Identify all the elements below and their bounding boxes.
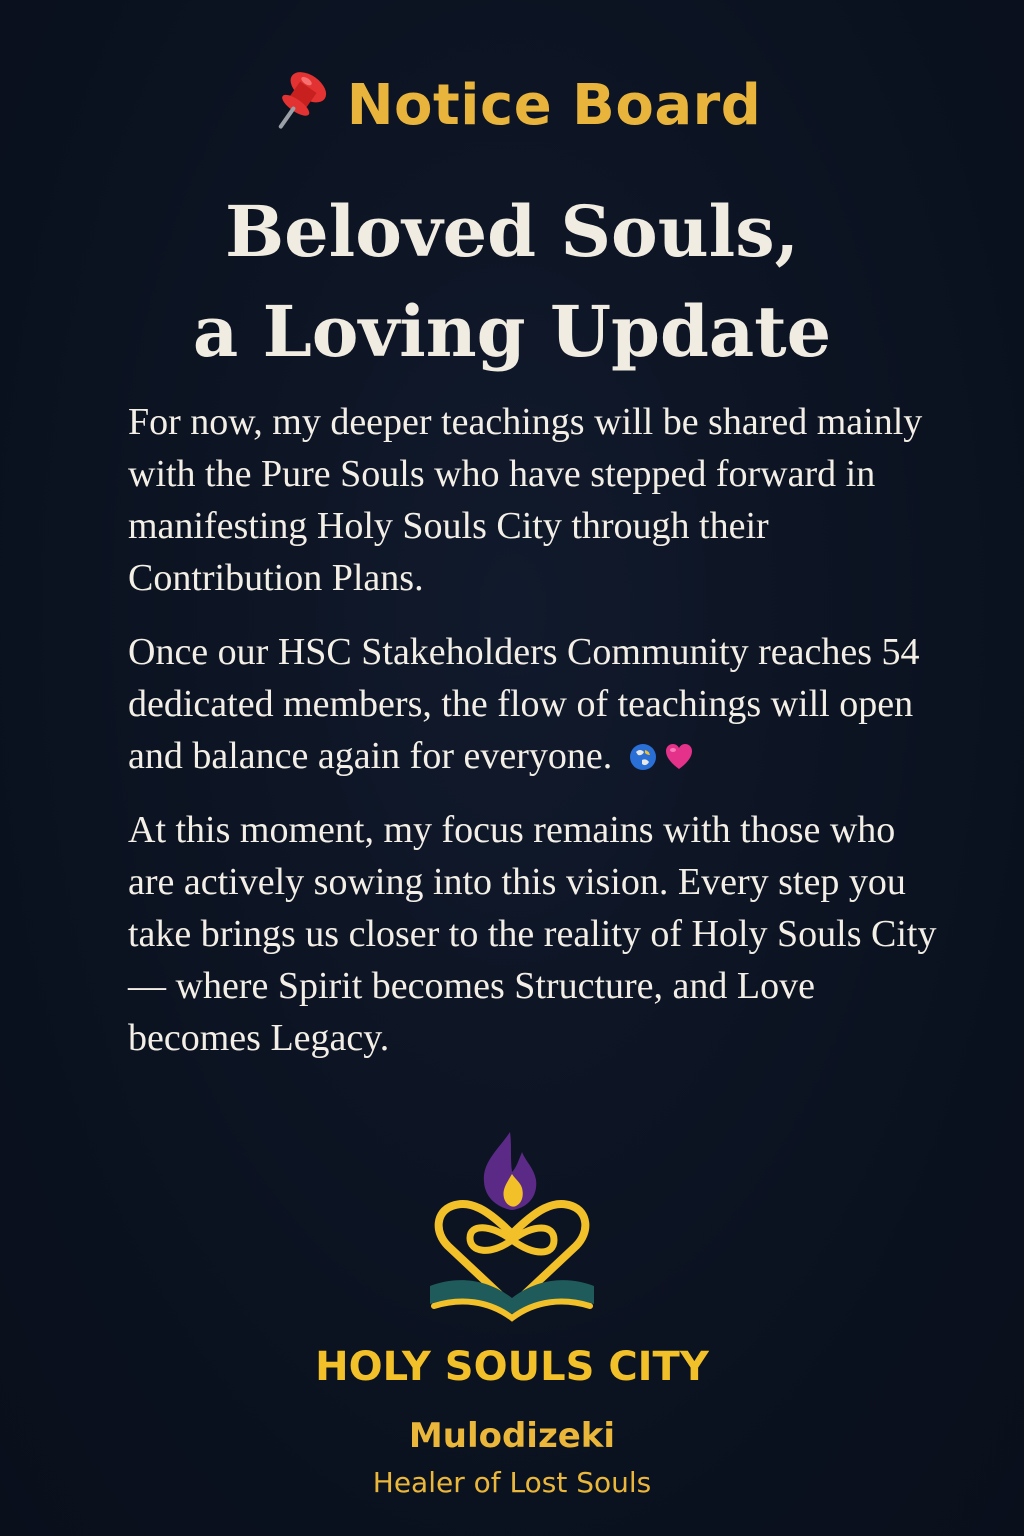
author-name: Mulodizeki — [408, 1416, 616, 1456]
paragraph-2-text: Once our HSC Stakeholders Community reaches 54 dedicated members, the flow of teachings will open and balance again for everyone. — [128, 631, 920, 777]
heart-icon — [664, 742, 694, 772]
paragraph-2 — [128, 626, 948, 782]
pushpin-icon — [263, 70, 333, 134]
notice-board-label: Notice Board — [346, 73, 762, 138]
title-line-1: Beloved Souls, — [224, 190, 799, 273]
message-body — [128, 396, 948, 1086]
author-subtitle: Healer of Lost Souls — [372, 1466, 652, 1499]
flame-heart-book-logo — [412, 1128, 612, 1338]
title-line-2: a Loving Update — [192, 290, 832, 373]
page-title — [0, 182, 1024, 382]
brand-name: HOLY SOULS CITY — [315, 1344, 709, 1390]
globe-icon — [628, 742, 658, 772]
paragraph-3: At this moment, my focus remains with those who are actively sowing into this vision. Every step you take brings us closer to the reality of Holy Souls City — where Spirit becomes Structure, and Love becomes Legacy. — [128, 809, 937, 1059]
paragraph-1: For now, my deeper teachings will be shared mainly with the Pure Souls who have stepped forward in manifesting Holy Souls City through their Contribution Plans. — [128, 401, 923, 599]
notice-board-header — [0, 70, 1024, 138]
